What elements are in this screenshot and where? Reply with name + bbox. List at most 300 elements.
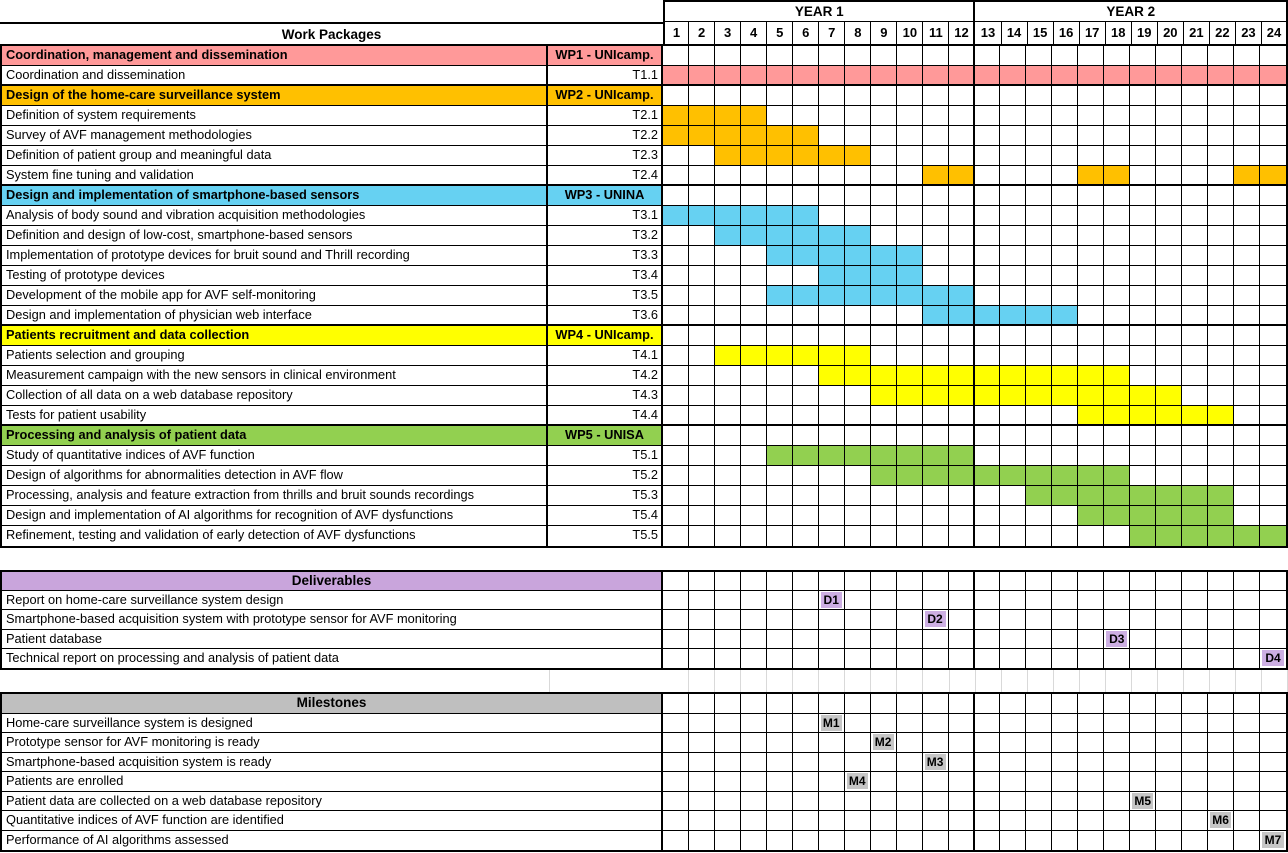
- grid-cell: [871, 591, 897, 609]
- grid-cell: [845, 526, 871, 546]
- mile-item-name: Quantitative indices of AVF function are identified: [2, 811, 663, 830]
- gantt-bar-cell: [793, 66, 819, 84]
- grid-cell: [1130, 366, 1156, 385]
- mile-row: [2, 714, 1286, 734]
- grid-cell: [1156, 792, 1182, 811]
- month-header-cell: 7: [819, 22, 845, 44]
- grid-cell: [871, 610, 897, 628]
- task-row: [2, 386, 1286, 406]
- gantt-bar-cell: [897, 246, 923, 265]
- grid-cell: [1156, 46, 1182, 65]
- grid-cell: [1026, 610, 1052, 628]
- grid-cell: [1078, 572, 1104, 590]
- grid-cell: [689, 694, 715, 713]
- grid-cell: [1156, 226, 1182, 245]
- grid-cell: [715, 572, 741, 590]
- grid-cell: [741, 166, 767, 184]
- month-header-cell: 11: [923, 22, 949, 44]
- grid-cell: [1026, 226, 1052, 245]
- grid-cell: [975, 346, 1001, 365]
- grid-cell: [923, 346, 949, 365]
- grid-cell: [1156, 831, 1182, 851]
- grid-cell: [975, 649, 1001, 668]
- grid-cell: [767, 106, 793, 125]
- grid-cell: [689, 733, 715, 752]
- task-row: [2, 466, 1286, 486]
- grid-cell: [1000, 591, 1026, 609]
- month-header-cell: 21: [1184, 22, 1210, 44]
- gantt-bar-cell: [793, 446, 819, 465]
- grid-cell: [689, 306, 715, 324]
- gantt-bar-cell: [949, 166, 975, 184]
- grid-cell: [1078, 733, 1104, 752]
- grid-cell: [1104, 591, 1130, 609]
- grid-cell: [1234, 206, 1260, 225]
- grid-cell: [689, 166, 715, 184]
- spacer-gridline: [1080, 670, 1106, 692]
- grid-cell: [923, 206, 949, 225]
- gantt-bar-cell: [1182, 526, 1208, 546]
- grid-cell: [1130, 226, 1156, 245]
- deliv-row: [2, 591, 1286, 610]
- grid-cell: [1052, 426, 1078, 445]
- grid-cell: [1000, 446, 1026, 465]
- milestone-marker: M2: [873, 734, 894, 750]
- task-code: T3.4: [548, 266, 663, 285]
- grid-cell: [1104, 610, 1130, 628]
- grid-cell: [923, 733, 949, 752]
- grid-cell: [1130, 246, 1156, 265]
- grid-cell: [741, 772, 767, 791]
- grid-cell: [1130, 426, 1156, 445]
- gantt-bar-cell: [975, 66, 1001, 84]
- grid-cell: [1078, 426, 1104, 445]
- grid-cell: [1234, 486, 1260, 505]
- grid-cell: [871, 792, 897, 811]
- grid-cell: [819, 792, 845, 811]
- gantt-bar-cell: [1000, 466, 1026, 485]
- grid-cell: [715, 246, 741, 265]
- grid-cell: [663, 733, 689, 752]
- grid-cell: [871, 572, 897, 590]
- month-header-cell: 10: [897, 22, 923, 44]
- grid-cell: [1234, 610, 1260, 628]
- task-name: Processing, analysis and feature extraction from thrills and bruit sounds recordings: [2, 486, 548, 505]
- grid-cell: [1052, 266, 1078, 285]
- grid-cell: [1234, 366, 1260, 385]
- grid-cell: [975, 572, 1001, 590]
- grid-cell: [1078, 610, 1104, 628]
- grid-cell: [1104, 694, 1130, 713]
- grid-cell: [689, 811, 715, 830]
- task-name: Design and implementation of AI algorithms for recognition of AVF dysfunctions: [2, 506, 548, 525]
- grid-cell: [689, 591, 715, 609]
- grid-cell: [1052, 206, 1078, 225]
- grid-cell: [1156, 266, 1182, 285]
- grid-cell: [1078, 186, 1104, 205]
- grid-cell: [897, 486, 923, 505]
- gantt-bar-cell: [715, 346, 741, 365]
- grid-cell: [1156, 466, 1182, 485]
- gantt-bar-cell: [1234, 166, 1260, 184]
- gantt-bar-cell: [871, 66, 897, 84]
- gantt-bar-cell: [1026, 66, 1052, 84]
- grid-cell: [1208, 772, 1234, 791]
- grid-cell: [741, 792, 767, 811]
- grid-cell: [767, 630, 793, 648]
- grid-cell: [715, 306, 741, 324]
- grid-cell: [741, 630, 767, 648]
- grid-cell: [1130, 106, 1156, 125]
- grid-cell: [819, 591, 845, 609]
- grid-cell: [1208, 610, 1234, 628]
- gantt-bar-cell: [741, 226, 767, 245]
- grid-cell: [1078, 146, 1104, 165]
- grid-cell: [1052, 326, 1078, 345]
- grid-cell: [1208, 126, 1234, 145]
- grid-cell: [1208, 366, 1234, 385]
- grid-cell: [1104, 146, 1130, 165]
- grid-cell: [1104, 246, 1130, 265]
- grid-cell: [845, 831, 871, 851]
- grid-cell: [819, 426, 845, 445]
- gantt-bar-cell: [949, 286, 975, 305]
- grid-cell: [1130, 630, 1156, 648]
- work-packages-header: Work Packages: [0, 22, 663, 44]
- grid-cell: [741, 811, 767, 830]
- grid-cell: [715, 610, 741, 628]
- grid-cell: [1052, 126, 1078, 145]
- gantt-bar-cell: [767, 126, 793, 145]
- grid-cell: [845, 630, 871, 648]
- grid-cell: [975, 406, 1001, 424]
- grid-cell: [689, 186, 715, 205]
- wp-section-title: Design and implementation of smartphone-based sensors: [2, 186, 548, 205]
- grid-cell: [819, 186, 845, 205]
- grid-cell: [1000, 206, 1026, 225]
- gantt-bar-cell: [1208, 66, 1234, 84]
- grid-cell: [1234, 772, 1260, 791]
- grid-cell: [715, 406, 741, 424]
- gantt-bar-cell: [741, 146, 767, 165]
- grid-cell: [741, 610, 767, 628]
- grid-cell: [819, 126, 845, 145]
- grid-cell: [975, 526, 1001, 546]
- gantt-bar-cell: [1130, 406, 1156, 424]
- grid-cell: [1208, 106, 1234, 125]
- gantt-bar-cell: [767, 226, 793, 245]
- grid-cell: [1104, 126, 1130, 145]
- grid-cell: [1234, 649, 1260, 668]
- grid-cell: [845, 166, 871, 184]
- spacer-row-gridlines: [0, 670, 1288, 692]
- gantt-bar-cell: [1052, 486, 1078, 505]
- spacer-gridline: [793, 670, 819, 692]
- deliv-header: Deliverables: [2, 572, 663, 590]
- grid-cell: [1182, 694, 1208, 713]
- grid-cell: [923, 506, 949, 525]
- mile-item-name: Performance of AI algorithms assessed: [2, 831, 663, 851]
- grid-cell: [1052, 46, 1078, 65]
- grid-cell: [949, 753, 975, 772]
- grid-cell: [1182, 286, 1208, 305]
- gantt-bar-cell: [1078, 406, 1104, 424]
- grid-cell: [949, 572, 975, 590]
- grid-cell: [1052, 246, 1078, 265]
- deliverable-marker: D4: [1262, 650, 1284, 666]
- grid-cell: [1052, 106, 1078, 125]
- grid-cell: [767, 266, 793, 285]
- grid-cell: [793, 733, 819, 752]
- grid-cell: [845, 386, 871, 405]
- grid-cell: [845, 649, 871, 668]
- grid-cell: [1182, 126, 1208, 145]
- spacer-gridline: [1210, 670, 1236, 692]
- grid-cell: [1104, 86, 1130, 105]
- grid-cell: [689, 346, 715, 365]
- grid-cell: [1104, 306, 1130, 324]
- grid-cell: [741, 186, 767, 205]
- grid-cell: [1156, 126, 1182, 145]
- grid-cell: [975, 610, 1001, 628]
- grid-cell: [1000, 326, 1026, 345]
- gantt-bar-cell: [871, 446, 897, 465]
- grid-cell: [1052, 186, 1078, 205]
- deliv-item-name: Technical report on processing and analysis of patient data: [2, 649, 663, 668]
- spacer-gridline: [976, 670, 1002, 692]
- grid-cell: [819, 46, 845, 65]
- grid-cell: [897, 186, 923, 205]
- grid-cell: [1052, 406, 1078, 424]
- grid-cell: [1026, 733, 1052, 752]
- grid-cell: [1234, 733, 1260, 752]
- task-code: T5.3: [548, 486, 663, 505]
- grid-cell: [1104, 346, 1130, 365]
- grid-cell: [975, 714, 1001, 733]
- grid-cell: [663, 426, 689, 445]
- grid-cell: [767, 811, 793, 830]
- deliv-row: [2, 649, 1286, 668]
- gantt-bar-cell: [1182, 66, 1208, 84]
- grid-cell: [1182, 753, 1208, 772]
- gantt-bar-cell: [819, 286, 845, 305]
- task-code: T4.3: [548, 386, 663, 405]
- grid-cell: [1026, 146, 1052, 165]
- spacer-gridline: [1054, 670, 1080, 692]
- grid-cell: [1026, 246, 1052, 265]
- grid-cell: [689, 86, 715, 105]
- grid-cell: [975, 733, 1001, 752]
- grid-cell: [1104, 46, 1130, 65]
- grid-cell: [689, 526, 715, 546]
- grid-cell: [1078, 126, 1104, 145]
- grid-cell: [1130, 753, 1156, 772]
- grid-cell: [1104, 286, 1130, 305]
- gantt-bar-cell: [741, 206, 767, 225]
- spacer-gridline: [1002, 670, 1028, 692]
- gantt-bar-cell: [845, 446, 871, 465]
- grid-cell: [715, 466, 741, 485]
- grid-cell: [1026, 446, 1052, 465]
- grid-cell: [949, 526, 975, 546]
- grid-cell: [1208, 466, 1234, 485]
- grid-cell: [793, 466, 819, 485]
- task-name: Definition of system requirements: [2, 106, 548, 125]
- grid-cell: [949, 772, 975, 791]
- grid-cell: [1104, 792, 1130, 811]
- grid-cell: [1208, 46, 1234, 65]
- gantt-bar-cell: [793, 126, 819, 145]
- grid-cell: [1156, 649, 1182, 668]
- grid-cell: [1156, 166, 1182, 184]
- grid-cell: [1026, 126, 1052, 145]
- gantt-bar-cell: [1130, 66, 1156, 84]
- grid-cell: [871, 811, 897, 830]
- grid-cell: [767, 792, 793, 811]
- gantt-bar-cell: [741, 346, 767, 365]
- grid-cell: [819, 106, 845, 125]
- grid-cell: [975, 286, 1001, 305]
- gantt-bar-cell: [923, 446, 949, 465]
- grid-cell: [1104, 226, 1130, 245]
- grid-cell: [1130, 733, 1156, 752]
- grid-cell: [1234, 714, 1260, 733]
- month-header-cell: 2: [689, 22, 715, 44]
- grid-cell: [1052, 714, 1078, 733]
- grid-cell: [897, 610, 923, 628]
- grid-cell: [689, 406, 715, 424]
- gantt-bar-cell: [1130, 386, 1156, 405]
- gantt-bar-cell: [819, 246, 845, 265]
- grid-cell: [663, 591, 689, 609]
- grid-cell: [897, 86, 923, 105]
- grid-cell: [793, 572, 819, 590]
- grid-cell: [741, 46, 767, 65]
- grid-cell: [1052, 146, 1078, 165]
- grid-cell: [1260, 486, 1286, 505]
- grid-cell: [715, 772, 741, 791]
- grid-cell: [975, 753, 1001, 772]
- grid-cell: [767, 486, 793, 505]
- grid-cell: [1208, 246, 1234, 265]
- grid-cell: [1000, 266, 1026, 285]
- grid-cell: [663, 772, 689, 791]
- grid-cell: [1052, 346, 1078, 365]
- mile-item-name: Patients are enrolled: [2, 772, 663, 791]
- gantt-bar-cell: [1078, 66, 1104, 84]
- gantt-bar-cell: [897, 286, 923, 305]
- grid-cell: [975, 811, 1001, 830]
- month-header-cell: 5: [767, 22, 793, 44]
- grid-cell: [793, 753, 819, 772]
- gantt-bar-cell: [923, 306, 949, 324]
- grid-cell: [1078, 526, 1104, 546]
- grid-cell: [1208, 630, 1234, 648]
- task-name: Coordination and dissemination: [2, 66, 548, 84]
- gantt-bar-cell: [1078, 386, 1104, 405]
- grid-cell: [1260, 792, 1286, 811]
- grid-cell: [741, 406, 767, 424]
- grid-cell: [663, 506, 689, 525]
- grid-cell: [767, 466, 793, 485]
- deliverable-marker: D2: [925, 611, 946, 627]
- grid-cell: [1156, 694, 1182, 713]
- grid-cell: [845, 714, 871, 733]
- chart-header: [0, 0, 1288, 44]
- grid-cell: [923, 186, 949, 205]
- task-row: [2, 226, 1286, 246]
- grid-cell: [1208, 146, 1234, 165]
- grid-cell: [767, 733, 793, 752]
- grid-cell: [663, 346, 689, 365]
- grid-cell: [1104, 753, 1130, 772]
- grid-cell: [819, 526, 845, 546]
- deliv-row: [2, 610, 1286, 629]
- gantt-bar-cell: [1182, 406, 1208, 424]
- grid-cell: [793, 649, 819, 668]
- grid-cell: [1078, 446, 1104, 465]
- grid-cell: [819, 306, 845, 324]
- grid-cell: [1260, 186, 1286, 205]
- month-header-cell: 4: [741, 22, 767, 44]
- gantt-bar-cell: [871, 266, 897, 285]
- grid-cell: [1156, 772, 1182, 791]
- month-header-cell: 1: [663, 22, 689, 44]
- grid-cell: [1078, 772, 1104, 791]
- wp-section-row: [2, 326, 1286, 346]
- task-name: Testing of prototype devices: [2, 266, 548, 285]
- grid-cell: [1234, 386, 1260, 405]
- grid-cell: [663, 366, 689, 385]
- spacer-gridline: [1028, 670, 1054, 692]
- grid-cell: [715, 326, 741, 345]
- grid-cell: [767, 306, 793, 324]
- grid-cell: [1156, 753, 1182, 772]
- grid-cell: [1156, 146, 1182, 165]
- grid-cell: [1104, 772, 1130, 791]
- grid-cell: [1182, 106, 1208, 125]
- grid-cell: [1182, 572, 1208, 590]
- grid-cell: [1000, 506, 1026, 525]
- grid-cell: [871, 772, 897, 791]
- spacer-gridline: [549, 670, 550, 692]
- grid-cell: [1234, 186, 1260, 205]
- grid-cell: [1234, 630, 1260, 648]
- grid-cell: [1104, 526, 1130, 546]
- grid-cell: [1182, 166, 1208, 184]
- grid-cell: [1078, 792, 1104, 811]
- grid-cell: [793, 714, 819, 733]
- grid-cell: [1182, 733, 1208, 752]
- milestone-marker: M7: [1262, 832, 1284, 848]
- grid-cell: [897, 346, 923, 365]
- grid-cell: [1026, 106, 1052, 125]
- year-header: YEAR 2: [975, 0, 1288, 22]
- task-code: T4.2: [548, 366, 663, 385]
- grid-cell: [871, 86, 897, 105]
- grid-cell: [1182, 146, 1208, 165]
- grid-cell: [1208, 694, 1234, 713]
- grid-cell: [1182, 246, 1208, 265]
- grid-cell: [741, 714, 767, 733]
- grid-cell: [663, 486, 689, 505]
- month-header-cell: 12: [949, 22, 975, 44]
- grid-cell: [871, 630, 897, 648]
- grid-cell: [715, 591, 741, 609]
- grid-cell: [1000, 694, 1026, 713]
- grid-cell: [1260, 772, 1286, 791]
- grid-cell: [1000, 126, 1026, 145]
